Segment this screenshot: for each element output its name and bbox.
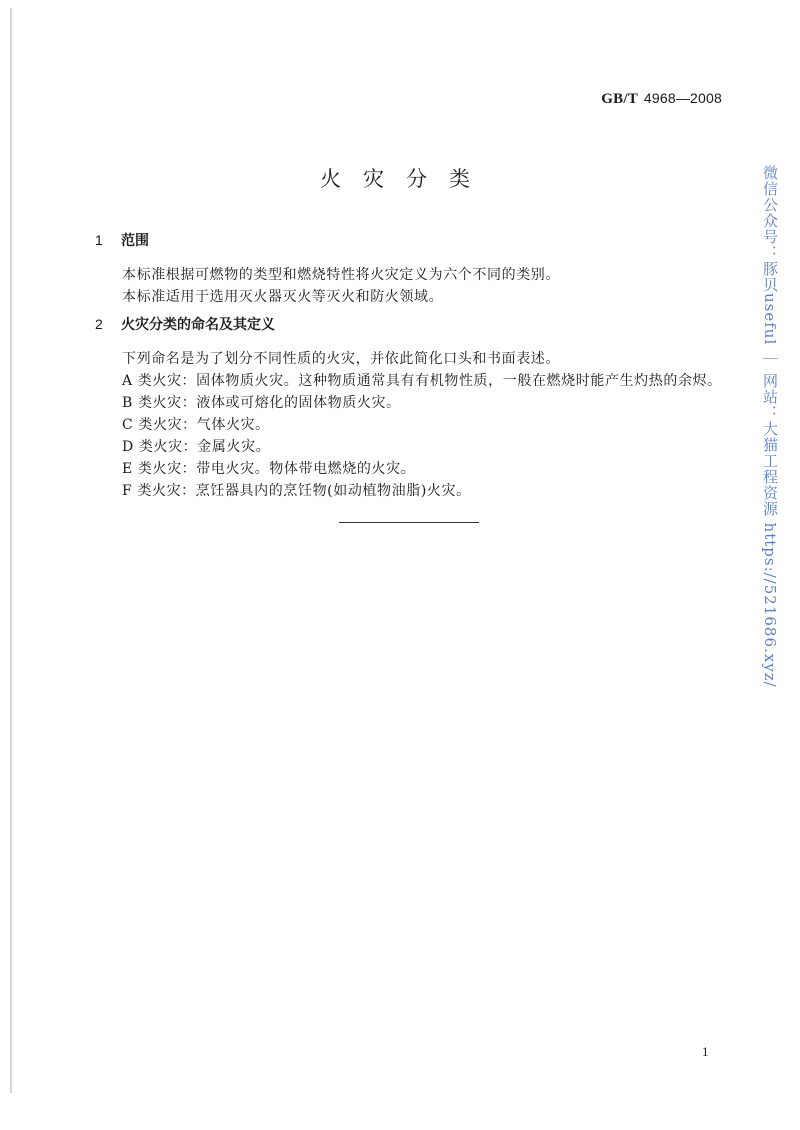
document-title: 火灾分类 — [320, 167, 492, 191]
section-title: 火灾分类的命名及其定义 — [121, 317, 275, 333]
watermark: 微信公众号：豚贝useful ｜ 网站：大猫工程资源 https://521686.xyz/ — [761, 165, 779, 688]
paragraph: 本标准适用于选用灭火器灭火等灭火和防火领域。 — [122, 289, 444, 305]
section-scope — [95, 230, 735, 308]
section-heading — [95, 230, 735, 250]
section-heading — [95, 314, 735, 334]
standard-number-value: 4968—2008 — [643, 90, 722, 106]
class-f-definition: F 类火灾：烹饪器具内的烹饪物(如动植物油脂)火灾。 — [122, 483, 471, 499]
section-definitions — [95, 314, 735, 502]
class-c-definition: C 类火灾：气体火灾。 — [122, 417, 270, 433]
standard-code: GB/T — [601, 91, 638, 107]
class-b-definition: B 类火灾：液体或可熔化的固体物质火灾。 — [122, 395, 401, 411]
section-number: 1 — [95, 232, 103, 248]
class-e-definition: E 类火灾：带电火灾。物体带电燃烧的火灾。 — [122, 461, 416, 477]
section-number: 2 — [95, 316, 103, 332]
end-of-text-rule — [339, 522, 479, 523]
standard-number — [601, 90, 722, 108]
paragraph: 下列命名是为了划分不同性质的火灾，并依此简化口头和书面表述。 — [122, 351, 560, 367]
paragraph: 本标准根据可燃物的类型和燃烧特性将火灾定义为六个不同的类别。 — [122, 267, 560, 283]
section-title: 范围 — [121, 233, 149, 249]
class-d-definition: D 类火灾：金属火灾。 — [122, 439, 271, 455]
page-number: 1 — [702, 1044, 709, 1059]
class-a-definition: A 类火灾：固体物质火灾。这种物质通常具有有机物性质，一般在燃烧时能产生灼热的余烬。 — [122, 373, 722, 389]
